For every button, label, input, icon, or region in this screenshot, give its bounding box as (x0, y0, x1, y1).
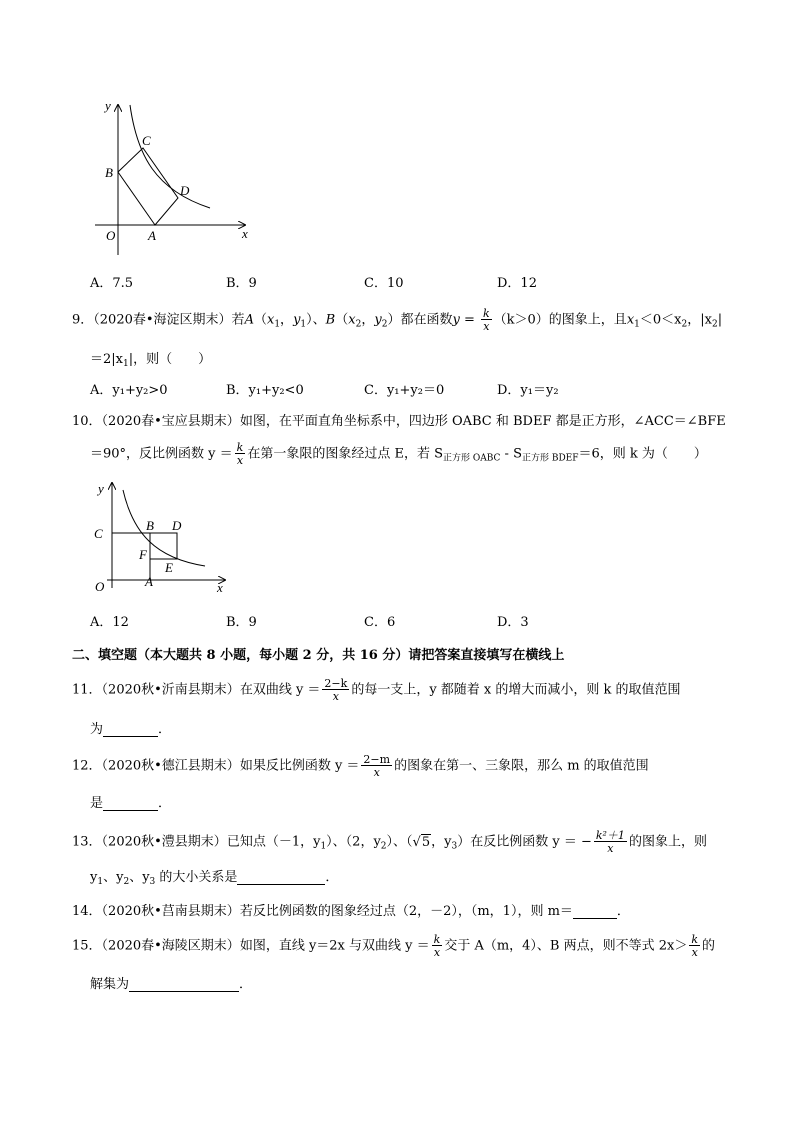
q13-sqrt-value: 5 (421, 834, 431, 850)
q15-source: （2020春•海陵区期末） (101, 938, 240, 954)
q13-source: （2020秋•澧县期末） (101, 834, 227, 850)
q11-number: 11． (72, 682, 102, 698)
q12-line1 (72, 754, 649, 778)
label-x: x (217, 580, 223, 595)
q9-sub: 1 (634, 319, 640, 330)
q9-var: y (452, 312, 460, 328)
q13-text: 的大小关系是 (155, 870, 238, 885)
q12-answer-blank[interactable] (103, 796, 158, 811)
q13-sub: 3 (451, 841, 458, 852)
hyperbola-curve (123, 490, 205, 566)
q13-answer-blank[interactable] (237, 870, 325, 885)
q9-text: （k＞0）的图象上，且 (493, 312, 627, 328)
q11-source: （2020秋•沂南县期末） (101, 682, 240, 698)
q8-option-c: C．10 (364, 276, 404, 291)
q13-text: 、y (103, 870, 124, 885)
q15-text: 交于 A（m，4）、B 两点，则不等式 2x＞ (444, 938, 688, 954)
q10-fraction (235, 442, 246, 466)
q9-text: ＝2|x (90, 352, 123, 367)
q14-text: ． (616, 904, 630, 919)
q9-text: ， (280, 312, 294, 328)
q10-text: 在第一象限的图象经过点 E，若 S (247, 446, 443, 462)
q15-text: 解集为 (90, 977, 130, 992)
q13-text: ）、（2，y (326, 834, 381, 850)
q8-option-b: B．9 (226, 276, 257, 291)
q10-source: （2020春•宝应县期末） (101, 414, 240, 429)
q9-text: （ (253, 312, 267, 328)
q13-text: 、y (129, 870, 150, 885)
q10-line2 (90, 442, 707, 466)
q9-var: x (348, 312, 356, 328)
q13-sub: 1 (97, 877, 104, 887)
q10-option-d: D．3 (497, 615, 529, 630)
q13-number: 13． (72, 834, 102, 850)
label-d: D (180, 183, 190, 198)
figure-q10 (85, 478, 235, 598)
q9-line1 (72, 308, 722, 332)
label-e: E (165, 560, 173, 575)
label-b: B (146, 518, 154, 533)
q10-option-a: A．12 (90, 615, 129, 630)
q11-fraction (322, 678, 349, 702)
q12-text: ． (158, 796, 172, 811)
q10-option-c: C．6 (364, 615, 396, 630)
q15-fraction-2 (689, 934, 700, 958)
q15-frac-den: x (433, 946, 441, 959)
q13-fraction (594, 830, 627, 854)
q15-frac-num: k (691, 933, 699, 946)
label-o: O (106, 228, 116, 243)
q9-text: ＜0＜x (639, 312, 682, 328)
q13-sqrt: √5 (412, 834, 431, 850)
q9-option-d: D．y₁＝y₂ (497, 383, 559, 398)
q9-frac-den: x (483, 320, 490, 333)
q10-text: 如图，在平面直角坐标系中，四边形 OABC 和 BDEF 都是正方形，∠ACC＝∠BFE (239, 414, 726, 429)
q10-sub: 正方形 BDEF (521, 453, 579, 464)
q13-text: 已知点（－1，y (226, 834, 321, 850)
q11-text: 为 (90, 722, 104, 737)
q15-text: 如图，直线 y＝2x 与双曲线 y ＝ (239, 938, 430, 954)
q14-line (72, 900, 630, 919)
q9-sub: 1 (122, 359, 129, 369)
q9-text: （ (335, 312, 349, 328)
label-d: D (172, 518, 182, 533)
q13-sub: 2 (380, 841, 387, 852)
label-a: A (148, 228, 156, 243)
q15-frac-den: x (691, 946, 698, 959)
q11-frac-num: 2−k (324, 677, 348, 690)
q10-text: - S (500, 446, 522, 462)
q9-option-b: B．y₁+y₂<0 (226, 383, 304, 398)
q10-text: ＝6，则 k 为（ ） (578, 446, 707, 462)
q9-text: ）都在函数 (387, 312, 453, 328)
label-o: O (95, 579, 105, 594)
q10-frac-num: k (236, 441, 244, 454)
q14-text: 若反比例函数的图象经过点（2，－2），（m，1），则 m＝ (239, 904, 573, 919)
q9-var: y (374, 312, 382, 328)
q15-fraction (432, 934, 443, 958)
q9-sub: 2 (355, 319, 362, 330)
label-c: C (142, 133, 151, 148)
label-f: F (139, 547, 147, 562)
q13-text: ）在反比例函数 y ＝ − (457, 834, 592, 850)
q12-source: （2020秋•德江县期末） (101, 758, 240, 774)
q10-sub: 正方形 OABC (443, 453, 501, 464)
q11-text: 在双曲线 y ＝ (239, 682, 321, 698)
q10-line1 (72, 410, 726, 429)
q11-line1 (72, 678, 681, 702)
q11-answer-blank[interactable] (103, 722, 158, 737)
q11-text: ． (158, 722, 172, 737)
label-y: y (105, 98, 111, 113)
q12-text: 是 (90, 796, 104, 811)
q9-point-a: A (244, 312, 254, 328)
q9-sub: 1 (300, 319, 307, 330)
q9-line2 (90, 348, 211, 367)
q13-text: 的图象上，则 (628, 834, 707, 850)
q15-number: 15． (72, 938, 102, 954)
q13-text: ． (325, 870, 339, 885)
q10-option-b: B．9 (226, 615, 257, 630)
label-y: y (98, 481, 104, 496)
label-b: B (105, 165, 113, 180)
q9-text: | (717, 312, 723, 328)
label-c: C (94, 526, 103, 541)
q9-var: y (293, 312, 301, 328)
q12-number: 12． (72, 758, 102, 774)
q10-text: ＝90°，反比例函数 y ＝ (90, 446, 233, 462)
q15-text: 的 (702, 938, 716, 954)
q10-frac-den: x (236, 454, 244, 467)
q11-line2 (90, 718, 171, 737)
section-heading: 二、填空题（本大题共 8 小题，每小题 2 分，共 16 分）请把答案直接填写在横线上 (72, 648, 565, 663)
q13-sub: 3 (149, 877, 156, 887)
q11-frac-den: x (332, 690, 339, 703)
q9-sub: 2 (681, 319, 688, 330)
q15-line2 (90, 973, 252, 992)
q9-text: ）、 (306, 312, 326, 328)
q11-text: 的每一支上，y 都随着 x 的增大而减小，则 k 的取值范围 (351, 682, 681, 698)
q15-text: ． (239, 977, 253, 992)
q9-sub: 1 (274, 319, 281, 330)
q12-line2 (90, 792, 171, 811)
q15-answer-blank[interactable] (129, 977, 239, 992)
label-a: A (145, 574, 153, 589)
q13-text: ，y (431, 834, 452, 850)
q13-line1 (72, 830, 707, 854)
q13-frac-den: x (607, 842, 614, 855)
label-x: x (242, 226, 248, 241)
q12-text: 的图象在第一、三象限，那么 m 的取值范围 (394, 758, 649, 774)
q12-frac-den: x (373, 766, 380, 779)
q9-source: （2020春•海淀区期末） (93, 312, 232, 328)
q13-line2 (90, 866, 338, 885)
q8-option-d: D．12 (497, 276, 537, 291)
q9-var: x (266, 312, 275, 328)
q12-frac-num: 2−m (363, 753, 391, 766)
q8-option-a: A．7.5 (90, 276, 134, 291)
q15-frac-num: k (433, 933, 441, 946)
q14-number: 14． (72, 904, 102, 919)
q9-text: 若 (231, 312, 245, 328)
q10-number: 10． (72, 414, 102, 429)
q9-text: ，|x (687, 312, 712, 328)
q9-option-a: A．y₁+y₂>0 (90, 383, 168, 398)
q14-source: （2020秋•莒南县期末） (101, 904, 240, 919)
q9-frac-num: k (482, 307, 490, 320)
q9-option-c: C．y₁+y₂＝0 (364, 383, 445, 398)
q13-text: y (90, 870, 98, 885)
q9-var: x (626, 312, 635, 328)
q9-sub: 2 (711, 319, 718, 330)
q9-number: 9． (72, 312, 94, 328)
q9-fraction (481, 308, 492, 332)
q12-fraction (361, 754, 392, 778)
hyperbola-curve (130, 105, 210, 208)
q9-text: ， (361, 312, 375, 328)
q9-text: = (459, 312, 479, 328)
figure-q8 (85, 95, 260, 260)
q9-point-b: B (325, 312, 336, 328)
q13-sub: 1 (320, 841, 327, 852)
q14-answer-blank[interactable] (573, 904, 617, 919)
q12-text: 如果反比例函数 y ＝ (239, 758, 360, 774)
q13-sub: 2 (123, 877, 130, 887)
q13-frac-num: k²＋1 (595, 829, 625, 842)
q9-text: |，则（ ） (128, 352, 212, 367)
q15-line1 (72, 934, 715, 958)
q13-text: ）、（ (386, 834, 413, 850)
q9-sub: 2 (381, 319, 388, 330)
